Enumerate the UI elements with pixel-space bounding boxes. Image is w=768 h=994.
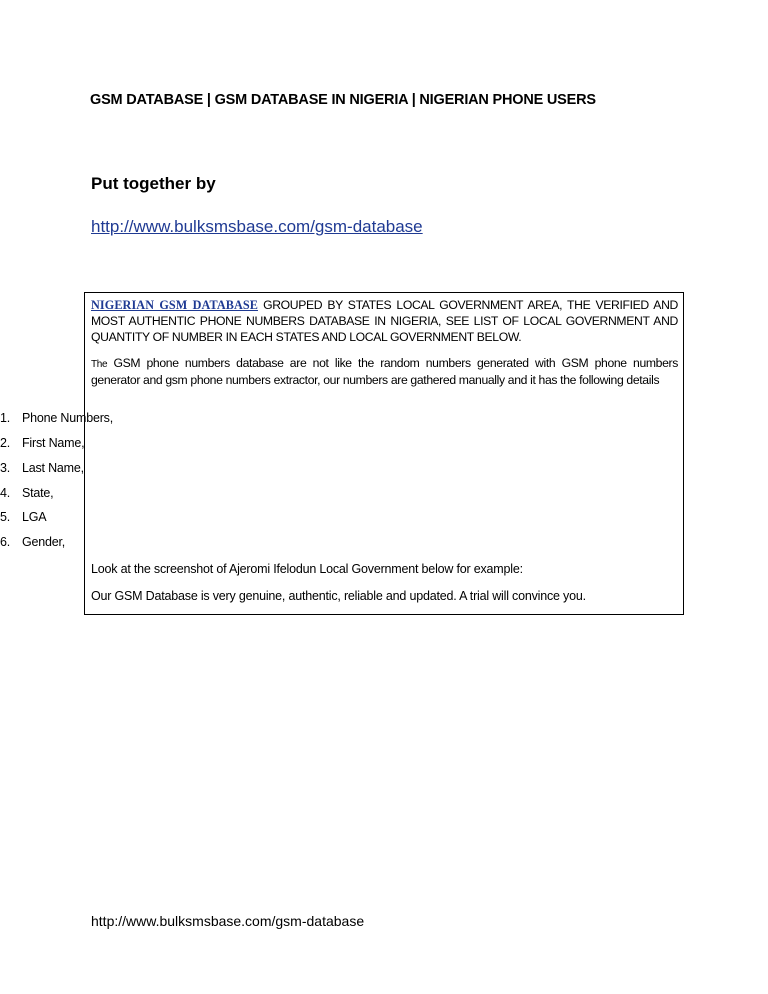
list-number: 5.: [0, 510, 11, 524]
list-text: First Name,: [22, 436, 85, 450]
list-text: LGA: [22, 510, 47, 524]
screenshot-note: Look at the screenshot of Ajeromi Ifelodun Local Government below for example:: [91, 562, 523, 576]
footer-link[interactable]: http://www.bulksmsbase.com/gsm-database: [91, 913, 365, 929]
intro-text: GROUPED BY STATES LOCAL GOVERNMENT AREA, THE VERIFIED AND MOST AUTHENTIC PHONE NUMBERS DATABASE IN NIGERIA, SEE LIST OF LOCAL GOVERNMENT AND QUANTITY OF NUMBER IN EACH STATES AND LOCAL GOVERNMENT BELOW.: [91, 298, 678, 344]
put-together-heading: Put together by: [91, 174, 216, 193]
list-text: Phone Numbers,: [22, 411, 113, 425]
nigerian-gsm-database-link[interactable]: NIGERIAN GSM DATABASE: [91, 298, 258, 312]
document-title: GSM DATABASE | GSM DATABASE IN NIGERIA | NIGERIAN PHONE USERS: [90, 92, 596, 108]
details-text: GSM phone numbers database are not like the random numbers generated with GSM phone numbers generator and gsm phone numbers extractor, our numbers are gathered manually and it has the following details: [91, 356, 678, 387]
list-number: 4.: [0, 486, 11, 500]
list-text: Gender,: [22, 535, 66, 549]
list-number: 2.: [0, 436, 11, 450]
list-number: 6.: [0, 535, 11, 549]
list-number: 3.: [0, 461, 11, 475]
details-lead: The: [91, 359, 108, 370]
intro-paragraph: [91, 298, 678, 345]
list-number: 1.: [0, 411, 11, 425]
details-paragraph: [91, 356, 678, 388]
list-text: Last Name,: [22, 461, 84, 475]
list-text: State,: [22, 486, 54, 500]
genuine-note: Our GSM Database is very genuine, authentic, reliable and updated. A trial will convince you.: [91, 589, 586, 603]
bulksmsbase-link[interactable]: http://www.bulksmsbase.com/gsm-database: [91, 217, 423, 236]
